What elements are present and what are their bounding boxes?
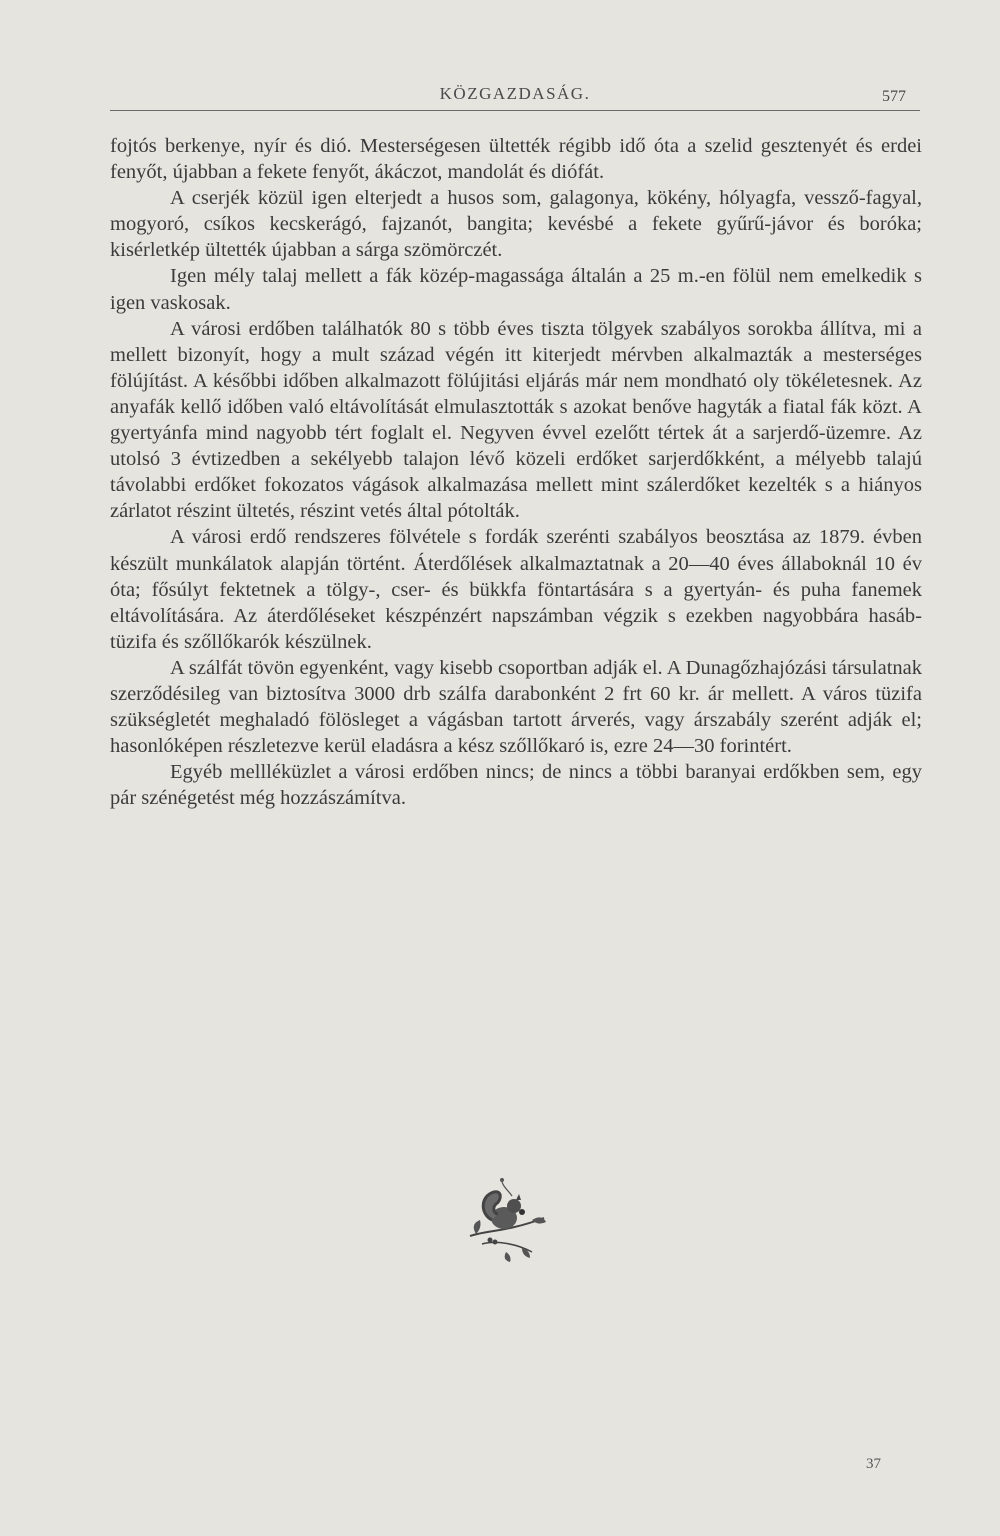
body-text [110,133,922,811]
paragraph: A cserjék közül igen elterjedt a husos som, galagonya, kökény, hólyagfa, vessző-fagyal, mogyoró, csíkos kecskerágó, fajzanót, bangita; kevésbé a fekete gyűrű-jávor és boróka; kisérletkép ültették újabban a sárga szömörczét. [110,187,922,262]
squirrel-vignette-icon [462,1174,552,1264]
running-head: KÖZGAZDASÁG. [439,84,591,103]
paragraph: fojtós berkenye, nyír és dió. Mesterségesen ültették régibb idő óta a szelid gesztenyét és erdei fenyőt, újabban a fekete fenyőt, ákáczot, mandolát és diófát. [110,135,922,184]
paragraph: A városi erdőben találhatók 80 s több éves tiszta tölgyek szabályos sorokba állítva, mi a mellett bizonyít, hogy a mult század végén itt kiterjedt mérvben alkalmazták a mesterséges fölújítást. A későbbi időben alkalmazott fölújitási eljárás már nem mondható oly tökéletesnek. Az anyafák kellő időben való eltávolítását elmulasztották s azokat benőve hagyták a fiatal fák közt. A gyertyánfa mind nagyobb tért foglalt el. Negyven évvel ezelőtt tértek át a sarjerdő-üzemre. Az utolsó 3 évtizedben a sekélyebb talajon lévő közeli erdőket sarjerdőkként, a mélyebb talajú távolabbi erdőket fokozatos vágások alkalmazása mellett mint szálerdőket kezelték s a hiányos zárlatot részint ültetés, részint vetés által pótolták. [110,317,922,523]
paragraph: A városi erdő rendszeres fölvétele s fordák szerénti szabályos beosztása az 1879. évben készült munkálatok alapján történt. Áterdőlések alkalmaztatnak a 20—40 éves állaboknál 10 év óta; fősúlyt fektetnek a tölgy-, cser- és bükkfa föntartására s a gyertyán- és puha fanemek eltávolítására. Az áterdőléseket készpénzért napszámban végzik s ezekben nagyobbára hasáb-tüzifa és szőllőkarók készülnek. [110,526,922,653]
header-rule [110,110,920,111]
signature-mark: 37 [866,1456,881,1472]
paragraph: Egyéb mellléküzlet a városi erdőben nincs; de nincs a többi baranyai erdőkben sem, egy pár szénégetést még hozzászámítva. [110,761,922,810]
paragraph: A szálfát tövön egyenként, vagy kisebb csoportban adják el. A Dunagőzhajózási társulatnak szerződésileg van biztosítva 3000 drb szálfa darabonként 2 frt 60 kr. ár mellett. A város tüzifa szükségletét meghaladó fölösleget a vágásban tartott árverés, vagy árszabály szerént adják el; hasonlóképen részletezve kerül eladásra a kész szőllőkaró is, ezre 24—30 forintért. [110,656,922,758]
paragraph: Igen mély talaj mellett a fák közép-magassága általán a 25 m.-en fölül nem emelkedik s igen vaskosak. [110,265,922,314]
page-number: 577 [882,88,906,105]
